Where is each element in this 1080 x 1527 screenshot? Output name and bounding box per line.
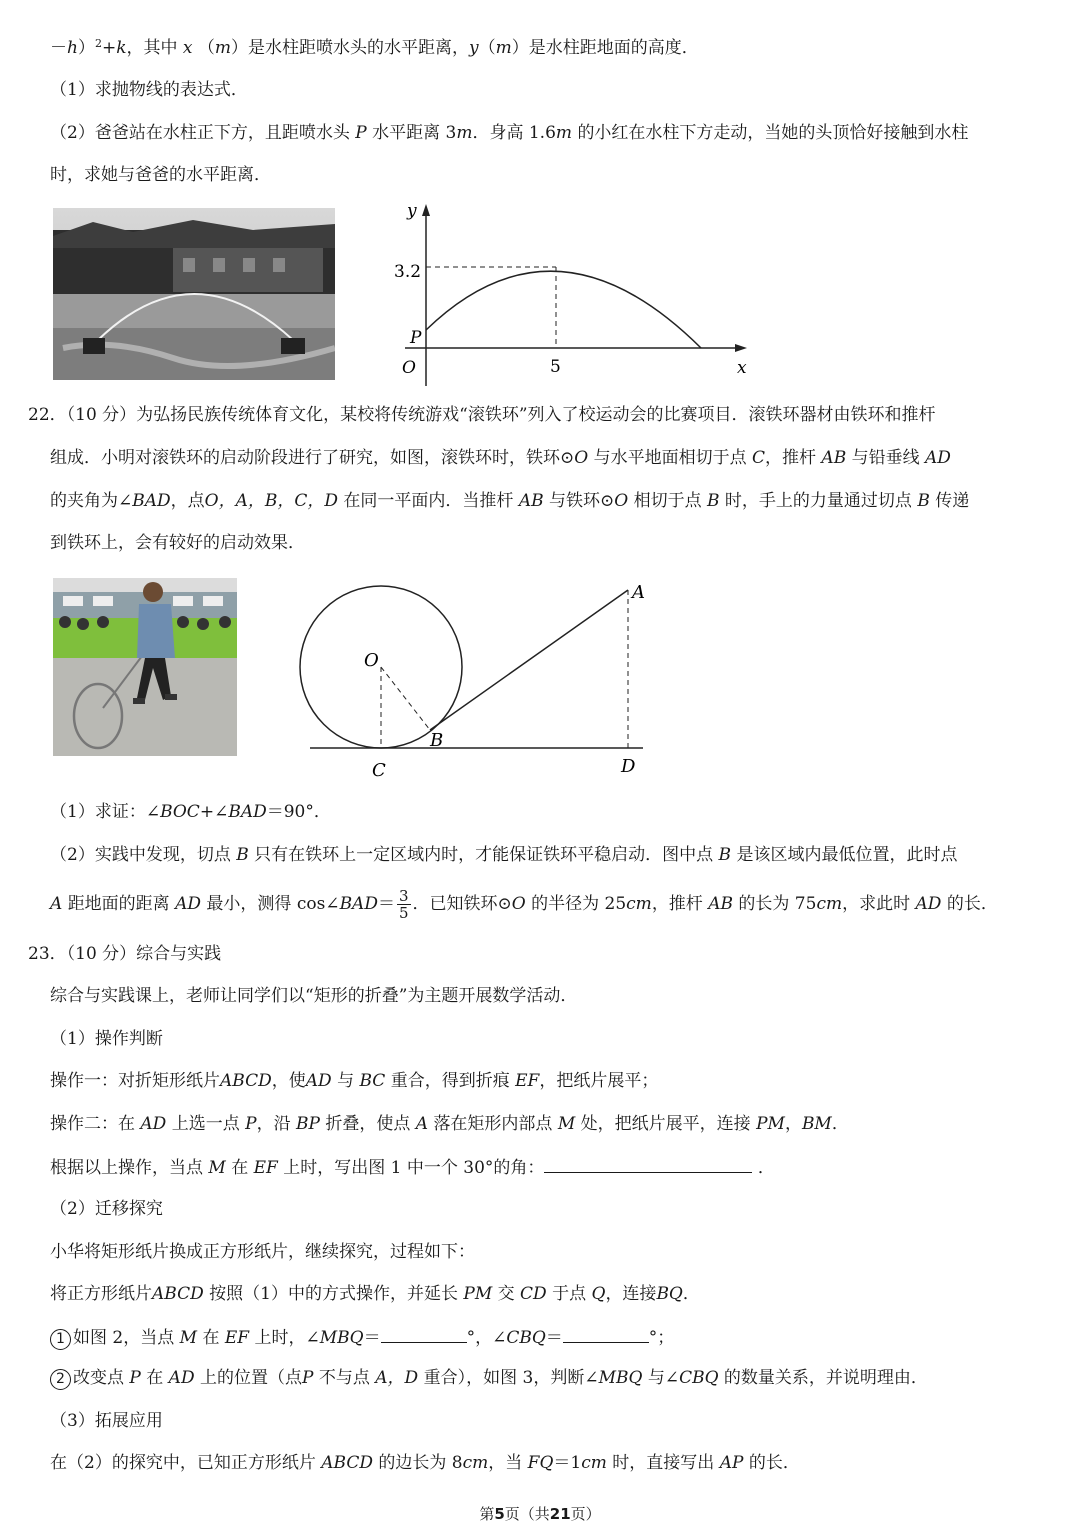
q23-question1: 根据以上操作，当点 M 在 EF 上时，写出图 1 中一个 30°的角： ． — [50, 1154, 775, 1180]
q21-part1: （1）求抛物线的表达式． — [50, 80, 248, 100]
q23-section1-heading: （1）操作判断 — [50, 1029, 163, 1049]
q22-stem-line3: 的夹角为∠BAD，点O，A，B，C，D 在同一平面内．当推杆 AB 与铁环⊙O 相切于点 B 时，手上的力量通过切点 B 传递 — [50, 491, 970, 511]
point-c-label: C — [372, 760, 386, 781]
circled-number-1: 1 — [50, 1329, 71, 1350]
q23-section2-intro: 小华将矩形纸片换成正方形纸片，继续探究，过程如下： — [50, 1242, 475, 1262]
vertex-x-label: 5 — [550, 357, 561, 377]
origin-label: O — [402, 358, 416, 378]
x-axis-label: x — [737, 358, 747, 378]
q23-operation1: 操作一：对折矩形纸片ABCD，使AD 与 BC 重合，得到折痕 EF，把纸片展平； — [50, 1071, 659, 1091]
q23-subquestion1: 1 如图 2，当点 M 在 EF 上时，∠MBQ＝ °，∠CBQ＝ °； — [50, 1324, 674, 1350]
fountain-photo — [53, 208, 335, 380]
p-label: P — [410, 328, 422, 348]
answer-blank-mbq[interactable] — [381, 1324, 467, 1343]
answer-blank-cbq[interactable] — [563, 1324, 649, 1343]
fraction-three-fifths: $\frac{3}{5}$ — [398, 887, 409, 922]
page-footer: 第5页（共21页） — [479, 1505, 601, 1523]
q23-subquestion2: 2 改变点 P 在 AD 上的位置（点P 不与点 A，D 重合），如图 3，判断∠MBQ 与∠CBQ 的数量关系，并说明理由． — [50, 1366, 928, 1390]
q23-section2-procedure: 将正方形纸片ABCD 按照（1）中的方式操作，并延长 PM 交 CD 于点 Q，连接BQ． — [50, 1284, 700, 1304]
q21-part2-line2: 时，求她与爸爸的水平距离． — [50, 165, 271, 185]
q23-section3-heading: （3）拓展应用 — [50, 1411, 163, 1431]
parabola-graph — [385, 198, 760, 393]
max-height-label: 3.2 — [394, 262, 422, 282]
q23-title: 23．（10 分）综合与实践 — [28, 944, 222, 964]
q23-section3-question: 在（2）的探究中，已知正方形纸片 ABCD 的边长为 8cm，当 FQ＝1cm 时，直接写出 AP 的长． — [50, 1453, 800, 1473]
q21-part2-line1: （2）爸爸站在水柱正下方，且距喷水头 P 水平距离 3m．身高 1.6m 的小红在水柱下方走动，当她的头顶恰好接触到水柱 — [50, 123, 969, 143]
circled-number-2: 2 — [50, 1369, 71, 1390]
q23-section2-heading: （2）迁移探究 — [50, 1199, 163, 1219]
q22-stem-line4: 到铁环上，会有较好的启动效果． — [50, 533, 305, 553]
point-d-label: D — [621, 756, 636, 777]
q22-stem-line2: 组成．小明对滚铁环的启动阶段进行了研究，如图，滚铁环时，铁环⊙O 与水平地面相切于点 C，推杆 AB 与铅垂线 AD — [50, 448, 951, 468]
point-b-label: B — [430, 730, 444, 751]
q22-part2-line2: A 距地面的距离 AD 最小，测得 cos∠BAD＝ $\frac{3}{5}$ ．已知铁环⊙O 的半径为 25cm，推杆 AB 的长为 75cm，求此时 AD 的长． — [50, 887, 998, 922]
y-axis-label: y — [407, 201, 417, 221]
answer-blank-30-degree-angle[interactable] — [544, 1154, 752, 1173]
point-o-label: O — [364, 650, 379, 671]
q22-part2-line1: （2）实践中发现，切点 B 只有在铁环上一定区域内时，才能保证铁环平稳启动．图中点 B 是该区域内最低位置，此时点 — [50, 845, 958, 865]
q22-part1: （1）求证：∠BOC+∠BAD＝90°． — [50, 802, 331, 822]
q22-stem-line1: 22．（10 分）为弘扬民族传统体育文化，某校将传统游戏“滚铁环”列入了校运动会的比赛项目．滚铁环器材由铁环和推杆 — [28, 405, 936, 425]
hoop-rolling-photo — [53, 578, 237, 756]
q23-operation2: 操作二：在 AD 上选一点 P，沿 BP 折叠，使点 A 落在矩形内部点 M 处，把纸片展平，连接 PM，BM． — [50, 1114, 849, 1134]
q23-intro: 综合与实践课上，老师让同学们以“矩形的折叠”为主题开展数学活动． — [50, 986, 578, 1006]
point-a-label: A — [632, 582, 645, 603]
hoop-geometry-figure — [298, 578, 650, 783]
q21-formula-continuation: －h）$^2$+k，其中 x （m）是水柱距喷水头的水平距离，y（m）是水柱距地面的高度． — [50, 37, 699, 58]
